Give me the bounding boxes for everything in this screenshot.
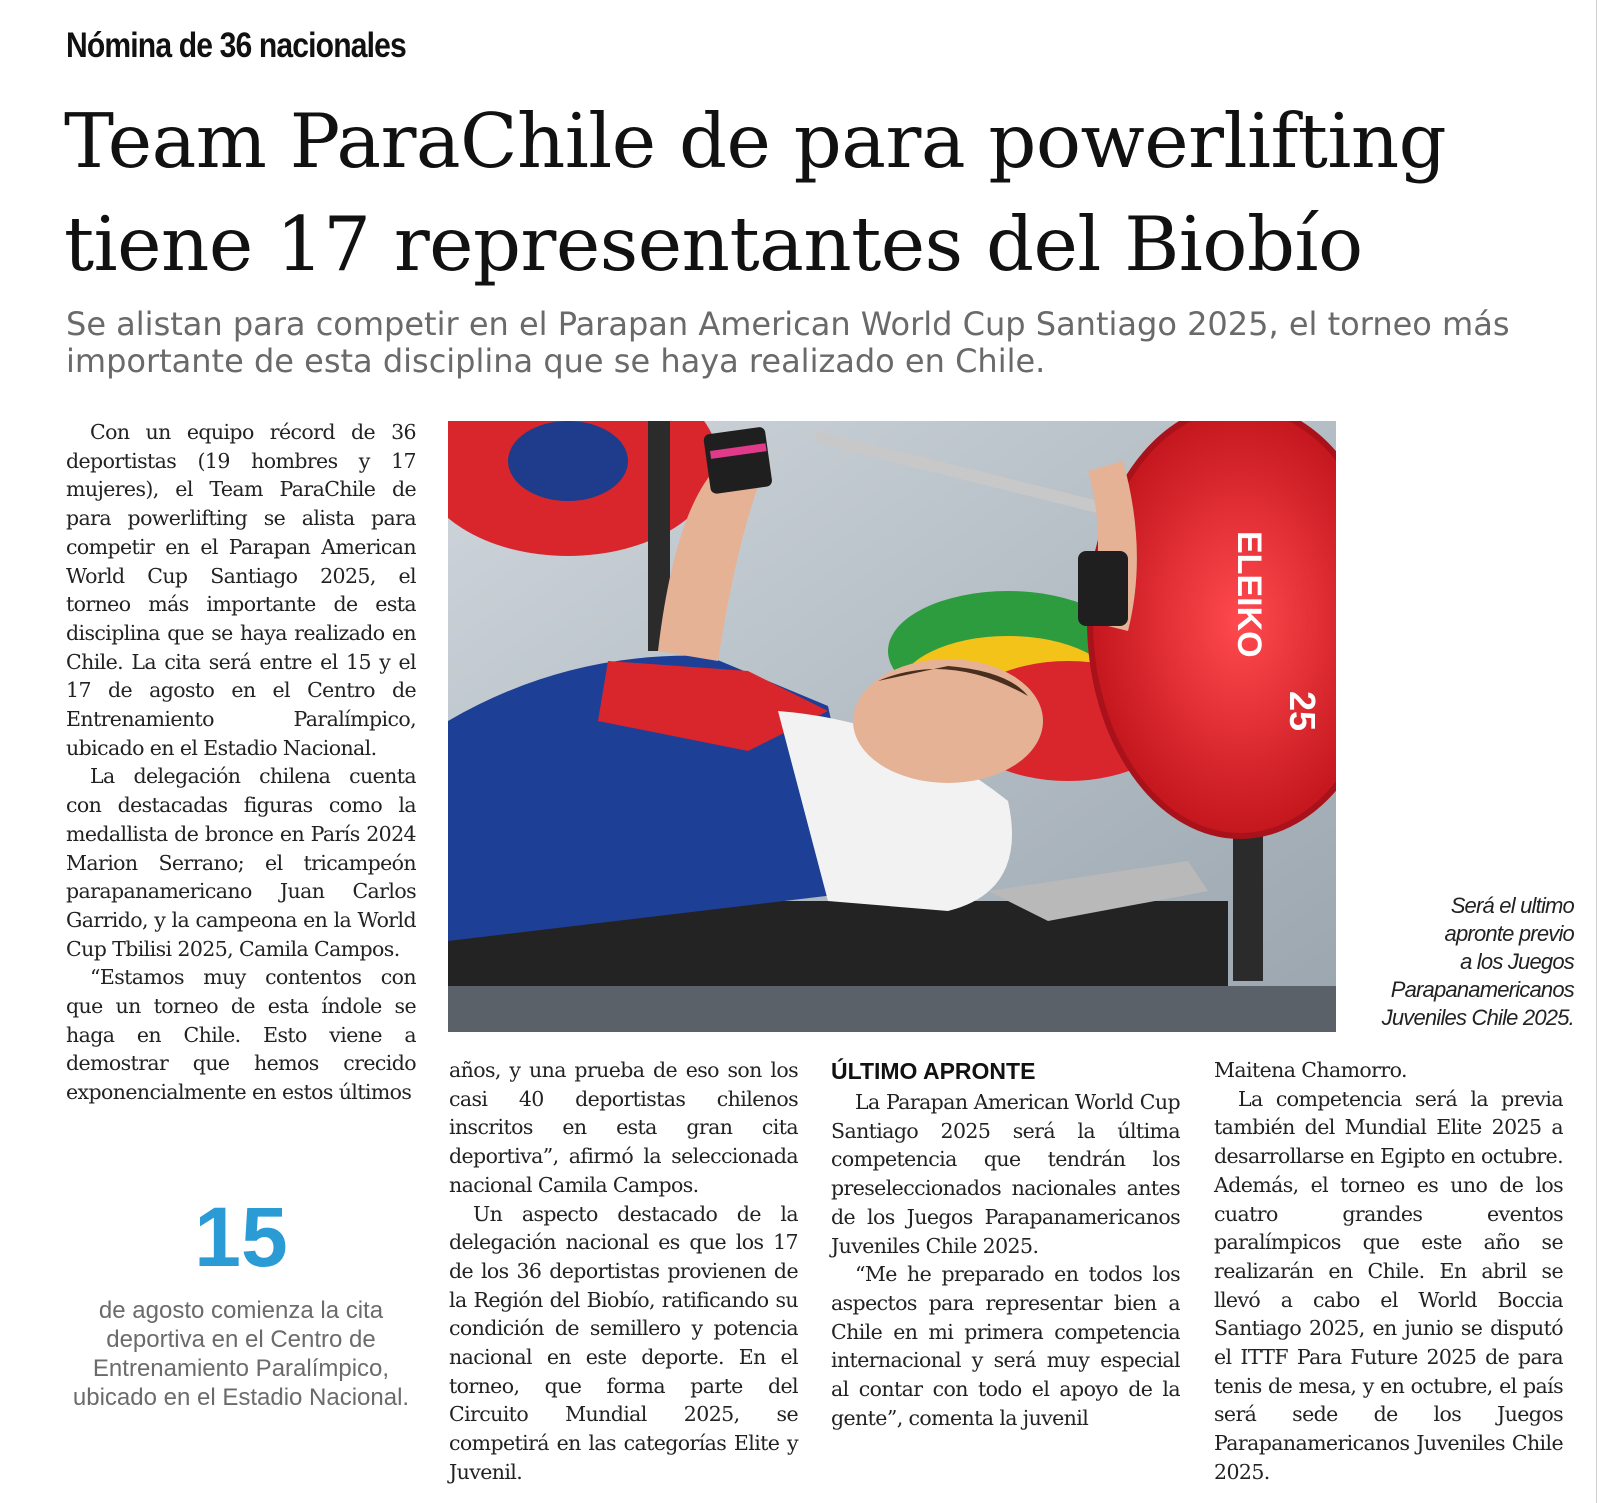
body-column-2 <box>449 1056 798 1487</box>
plate-brand-text: ELEIKO <box>1230 531 1268 658</box>
body-column-1 <box>66 418 416 1128</box>
body-paragraph-3-end: años, y una prueba de eso son los casi 40 deportistas chilenos inscritos en esta gran cita deportiva”, afirmó la seleccionada nacional Camila Campos. <box>449 1058 798 1197</box>
photo-caption <box>1344 892 1574 1032</box>
powerlifter-photo <box>448 421 1336 1032</box>
section-subhead: ÚLTIMO APRONTE <box>831 1058 1036 1084</box>
deck-line-2: importante de esta disciplina que se haya realizado en Chile. <box>66 342 1046 380</box>
plate-weight-number: 25 <box>1282 691 1323 732</box>
caption-line-2: apronte previo <box>1444 921 1574 946</box>
headline-line-1: Team ParaChile de para powerlifting <box>64 97 1447 185</box>
stat-number: 15 <box>194 1190 288 1284</box>
headline-line-2: tiene 17 representantes del Biobío <box>64 200 1363 288</box>
body-paragraph-4: Un aspecto destacado de la delegación nacional es que los 17 de los 36 deportistas provienen de la Región del Biobío, ratificando su condición de semillero y potencia nacional en este deporte. En el torneo, que forma parte del Circuito Mundial 2025, se competirá en las categorías Elite y Juvenil. <box>449 1201 798 1484</box>
body-paragraph-5: La Parapan American World Cup Santiago 2025 será la última competencia que tendrán los preseleccionados nacionales antes de los Juegos Parapanamericanos Juveniles Chile 2025. <box>831 1090 1180 1258</box>
caption-line-4: Parapanamericanos <box>1390 977 1574 1002</box>
page-edge-rule <box>1596 0 1597 1503</box>
caption-line-5: Juveniles Chile 2025. <box>1381 1005 1574 1030</box>
body-column-3 <box>831 1056 1180 1432</box>
article-headline <box>64 90 1544 296</box>
caption-line-3: a los Juegos <box>1460 949 1574 974</box>
body-paragraph-1: Con un equipo récord de 36 deportistas (19 hombres y 17 mujeres), el Team ParaChile de para powerlifting se alista para competir en el Parapan American World Cup Santiago 2025, el torneo más importante de esta disciplina que se haya realizado en Chile. La cita será entre el 15 y el 17 de agosto en el Centro de Entrenamiento Paralímpico, ubicado en el Estadio Nacional. <box>66 420 416 760</box>
body-paragraph-3-start: “Estamos muy contentos con que un torneo de esta índole se haga en Chile. Esto viene a demostrar que hemos crecido exponencialmente en estos últimos <box>66 965 416 1105</box>
stat-text: de agosto comienza la cita deportiva en el Centro de Entrenamiento Paralímpico, ubicado en el Estadio Nacional. <box>72 1297 410 1411</box>
article-photo <box>448 421 1336 1032</box>
body-paragraph-2: La delegación chilena cuenta con destacadas figuras como la medallista de bronce en París 2024 Marion Serrano; el tricampeón parapanamericano Juan Carlos Garrido, y la campeona en la World Cup Tbilisi 2025, Camila Campos. <box>66 764 416 961</box>
body-paragraph-6-end: Maitena Chamorro. <box>1214 1058 1407 1082</box>
body-paragraph-7: La competencia será la previa también del Mundial Elite 2025 a desarrollarse en Egipto en octubre. Además, el torneo es uno de los cuatro grandes eventos paralímpicos que este año se realizarán en Chile. En abril se llevó a cabo el World Boccia Santiago 2025, en junio se disputó el ITTF Para Future 2025 de para tenis de mesa, y en octubre, el país será sede de los Juegos Parapanamericanos Juveniles Chile 2025. <box>1214 1086 1563 1484</box>
body-paragraph-6-start: “Me he preparado en todos los aspectos para representar bien a Chile en mi primera competencia internacional y será muy especial al contar con todo el apoyo de la gente”, comenta la juvenil <box>831 1262 1180 1430</box>
article-kicker: Nómina de 36 nacionales <box>66 26 406 65</box>
deck-line-1: Se alistan para competir en el Parapan American World Cup Santiago 2025, el torneo más <box>66 305 1510 343</box>
caption-line-1: Será el ultimo <box>1450 893 1574 918</box>
body-column-4 <box>1214 1056 1563 1487</box>
article-deck <box>66 306 1546 380</box>
